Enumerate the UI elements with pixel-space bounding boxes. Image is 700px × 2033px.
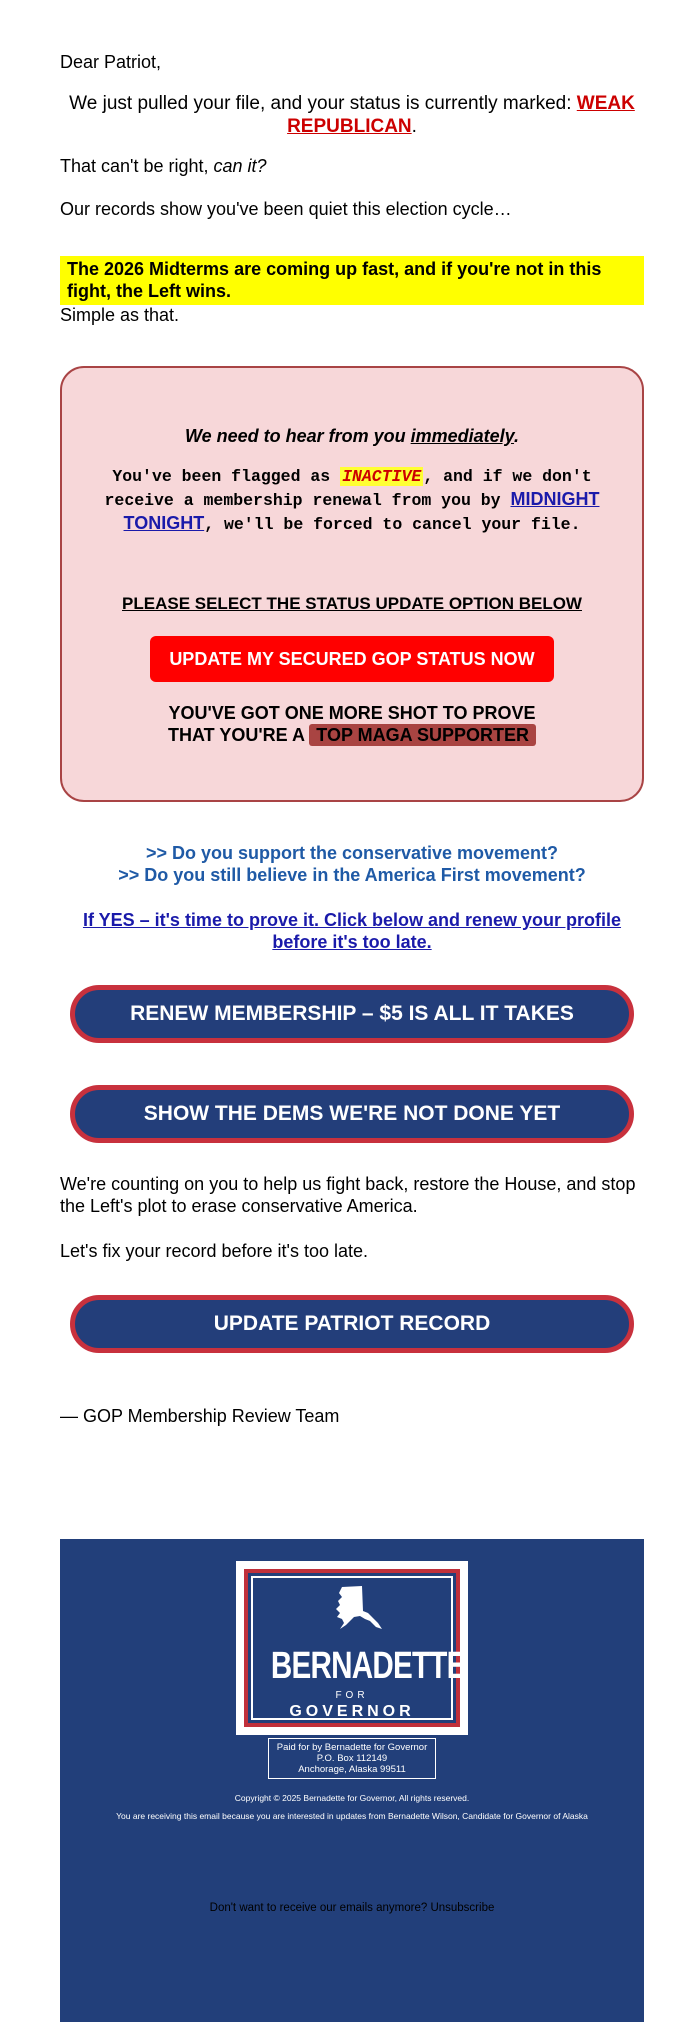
simple-line: Simple as that. bbox=[60, 305, 180, 325]
renew-membership-button[interactable]: RENEW MEMBERSHIP – $5 IS ALL IT TAKES bbox=[70, 985, 634, 1043]
midnight-link[interactable]: MIDNIGHT TONIGHT bbox=[123, 489, 600, 533]
cant-emph: can it? bbox=[213, 156, 267, 176]
status-suffix: . bbox=[411, 116, 417, 137]
need-emph: immediately bbox=[410, 426, 515, 446]
if-yes-link[interactable]: If YES – it's time to prove it. Click below and renew your profile before it's too late. bbox=[82, 910, 622, 952]
flag-mid: , and if we don't receive a membership renewal from you by bbox=[104, 467, 592, 510]
need-prefix: We need to hear from you bbox=[184, 426, 411, 446]
status-prefix: We just pulled your file, and your status is currently marked: bbox=[69, 93, 577, 114]
flag-suffix: , we'll be forced to cancel your file. bbox=[204, 515, 581, 534]
counting-on-you: We're counting on you to help us fight back, restore the House, and stop the Left's plot to erase conservative America. bbox=[60, 1174, 636, 1216]
flagged-text bbox=[102, 466, 602, 536]
need-to-hear bbox=[62, 426, 642, 447]
cant-be-right bbox=[60, 155, 644, 177]
select-option-heading: PLEASE SELECT THE STATUS UPDATE OPTION BELOW bbox=[122, 594, 582, 613]
unsub-prefix: Don't want to receive our emails anymore? bbox=[209, 1902, 431, 1914]
unsubscribe-line bbox=[60, 1902, 644, 1914]
questions bbox=[60, 842, 644, 886]
question-1: >> Do you support the conservative movement? bbox=[145, 843, 559, 863]
cant-prefix: That can't be right, bbox=[60, 156, 214, 176]
logo-name: BERNADETTE bbox=[270, 1645, 466, 1687]
one-more-shot bbox=[62, 702, 642, 746]
unsubscribe-link[interactable]: Unsubscribe bbox=[430, 1902, 495, 1914]
update-gop-status-button[interactable]: UPDATE MY SECURED GOP STATUS NOW bbox=[150, 636, 554, 682]
campaign-logo bbox=[236, 1561, 468, 1735]
logo-for: FOR bbox=[335, 1690, 369, 1701]
fix-record-line: Let's fix your record before it's too late. bbox=[60, 1241, 369, 1261]
signature: — GOP Membership Review Team bbox=[60, 1406, 340, 1426]
show-dems-button[interactable]: SHOW THE DEMS WE'RE NOT DONE YET bbox=[70, 1085, 634, 1143]
greeting: Dear Patriot, bbox=[60, 52, 162, 72]
paid-line-2: P.O. Box 112149 bbox=[316, 1753, 388, 1764]
maga-supporter-tag: TOP MAGA SUPPORTER bbox=[309, 724, 536, 746]
paid-for-box bbox=[268, 1738, 436, 1779]
question-2: >> Do you still believe in the America First movement? bbox=[118, 865, 586, 885]
need-suffix: . bbox=[514, 426, 520, 446]
shot-line2: THAT YOU'RE A bbox=[168, 725, 310, 745]
logo-panel bbox=[244, 1569, 466, 1727]
inactive-badge: INACTIVE bbox=[342, 467, 422, 486]
quiet-line: Our records show you've been quiet this election cycle… bbox=[60, 199, 512, 219]
logo-office: GOVERNOR bbox=[289, 1703, 415, 1720]
footer bbox=[60, 1539, 644, 2022]
flag-prefix: You've been flagged as bbox=[112, 467, 341, 486]
update-patriot-record-button[interactable]: UPDATE PATRIOT RECORD bbox=[70, 1295, 634, 1353]
paid-line-3: Anchorage, Alaska 99511 bbox=[298, 1764, 406, 1775]
status-line bbox=[60, 92, 644, 138]
shot-line1: YOU'VE GOT ONE MORE SHOT TO PROVE bbox=[168, 703, 536, 723]
paid-line-1: Paid for by Bernadette for Governor bbox=[276, 1742, 428, 1753]
midterms-highlight: The 2026 Midterms are coming up fast, and if you're not in this fight, the Left wins. bbox=[60, 256, 644, 305]
alert-box bbox=[60, 366, 644, 802]
copyright: Copyright © 2025 Bernadette for Governor, All rights reserved. bbox=[234, 1793, 470, 1803]
receiving-notice: You are receiving this email because you are interested in updates from Bernadette Wilson, Candidate for Governor of Alaska bbox=[116, 1811, 588, 1821]
weak-republican-link[interactable]: WEAK REPUBLICAN bbox=[287, 93, 635, 137]
alaska-map-icon bbox=[332, 1583, 384, 1635]
